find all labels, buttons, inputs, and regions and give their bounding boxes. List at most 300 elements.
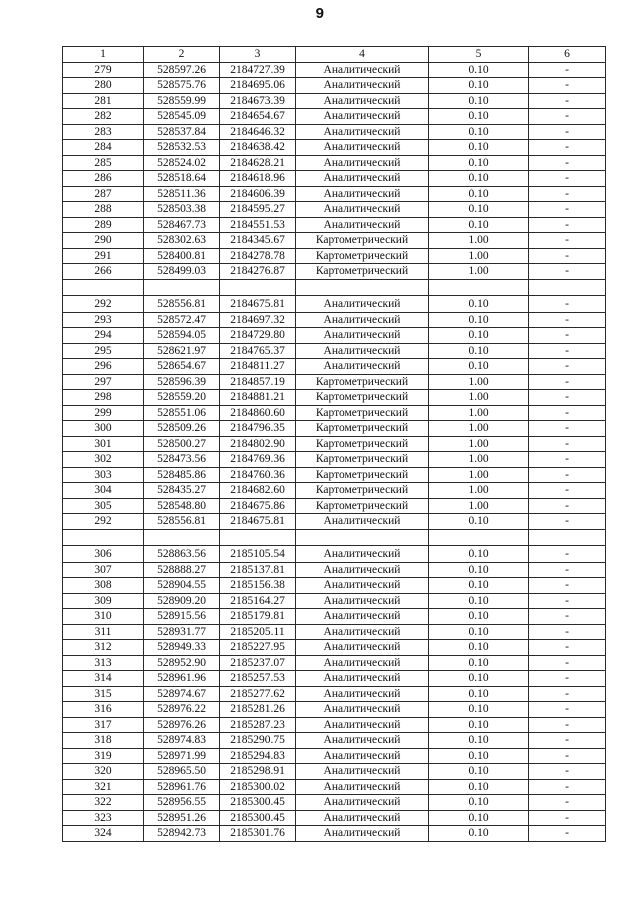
table-cell: 528956.55 bbox=[144, 795, 220, 811]
table-cell: 289 bbox=[63, 217, 144, 233]
table-row bbox=[63, 312, 606, 328]
table-cell: 528904.55 bbox=[144, 578, 220, 594]
table-cell: - bbox=[529, 264, 606, 280]
table-cell: 0.10 bbox=[429, 748, 529, 764]
table-cell: 0.10 bbox=[429, 202, 529, 218]
table-cell: 0.10 bbox=[429, 578, 529, 594]
table-cell: 0.10 bbox=[429, 764, 529, 780]
table-cell: 299 bbox=[63, 405, 144, 421]
table-cell: - bbox=[529, 155, 606, 171]
table-cell: 1.00 bbox=[429, 483, 529, 499]
empty-cell bbox=[220, 529, 296, 545]
table-cell: 0.10 bbox=[429, 593, 529, 609]
table-cell: Аналитический bbox=[296, 514, 429, 530]
table-cell: - bbox=[529, 655, 606, 671]
table-cell: 2184673.39 bbox=[220, 93, 296, 109]
table-cell: Аналитический bbox=[296, 328, 429, 344]
table-cell: - bbox=[529, 202, 606, 218]
table-cell: 1.00 bbox=[429, 248, 529, 264]
table-cell: Аналитический bbox=[296, 779, 429, 795]
table-cell: 302 bbox=[63, 452, 144, 468]
table-cell: 2184802.90 bbox=[220, 436, 296, 452]
table-cell: Аналитический bbox=[296, 717, 429, 733]
table-cell: 528556.81 bbox=[144, 295, 220, 312]
table-cell: - bbox=[529, 826, 606, 842]
table-row bbox=[63, 733, 606, 749]
table-cell: 528976.26 bbox=[144, 717, 220, 733]
table-row bbox=[63, 578, 606, 594]
table-cell: 301 bbox=[63, 436, 144, 452]
table-cell: 281 bbox=[63, 93, 144, 109]
table-cell: 283 bbox=[63, 124, 144, 140]
table-cell: - bbox=[529, 795, 606, 811]
table-cell: 528594.05 bbox=[144, 328, 220, 344]
table-cell: 0.10 bbox=[429, 140, 529, 156]
table-cell: Аналитический bbox=[296, 109, 429, 125]
table-cell: - bbox=[529, 312, 606, 328]
table-cell: 0.10 bbox=[429, 62, 529, 78]
table-cell: 0.10 bbox=[429, 171, 529, 187]
table-row bbox=[63, 467, 606, 483]
table-cell: - bbox=[529, 810, 606, 826]
table-cell: Картометрический bbox=[296, 248, 429, 264]
table-cell: 0.10 bbox=[429, 217, 529, 233]
table-cell: 1.00 bbox=[429, 436, 529, 452]
table-cell: 2184729.80 bbox=[220, 328, 296, 344]
table-cell: - bbox=[529, 343, 606, 359]
table-cell: - bbox=[529, 578, 606, 594]
table-cell: 528545.09 bbox=[144, 109, 220, 125]
table-cell: 286 bbox=[63, 171, 144, 187]
table-cell: 1.00 bbox=[429, 467, 529, 483]
table-row bbox=[63, 826, 606, 842]
table-cell: 528575.76 bbox=[144, 78, 220, 94]
table-cell: 305 bbox=[63, 498, 144, 514]
table-cell: 309 bbox=[63, 593, 144, 609]
table-row bbox=[63, 264, 606, 280]
table-cell: Аналитический bbox=[296, 578, 429, 594]
table-cell: 528597.26 bbox=[144, 62, 220, 78]
table-cell: 0.10 bbox=[429, 155, 529, 171]
table-cell: - bbox=[529, 483, 606, 499]
table-row bbox=[63, 343, 606, 359]
table-cell: 1.00 bbox=[429, 405, 529, 421]
table-cell: 307 bbox=[63, 562, 144, 578]
table-cell: 295 bbox=[63, 343, 144, 359]
table-cell: Аналитический bbox=[296, 671, 429, 687]
table-cell: 324 bbox=[63, 826, 144, 842]
table-cell: 0.10 bbox=[429, 124, 529, 140]
table-row bbox=[63, 655, 606, 671]
table-cell: 2184551.53 bbox=[220, 217, 296, 233]
column-header: 4 bbox=[296, 47, 429, 63]
table-row bbox=[63, 498, 606, 514]
table-cell: 310 bbox=[63, 609, 144, 625]
empty-cell bbox=[429, 529, 529, 545]
table-cell: 528942.73 bbox=[144, 826, 220, 842]
table-row bbox=[63, 295, 606, 312]
empty-cell bbox=[144, 279, 220, 295]
table-cell: 293 bbox=[63, 312, 144, 328]
table-cell: 0.10 bbox=[429, 562, 529, 578]
table-row bbox=[63, 233, 606, 249]
table-cell: 1.00 bbox=[429, 390, 529, 406]
table-cell: 528503.38 bbox=[144, 202, 220, 218]
table-cell: Аналитический bbox=[296, 562, 429, 578]
table-cell: 323 bbox=[63, 810, 144, 826]
table-row bbox=[63, 702, 606, 718]
table-cell: 2185137.81 bbox=[220, 562, 296, 578]
table-cell: 0.10 bbox=[429, 328, 529, 344]
table-cell: Аналитический bbox=[296, 78, 429, 94]
table-cell: 315 bbox=[63, 686, 144, 702]
table-cell: 2185300.45 bbox=[220, 795, 296, 811]
table-cell: 282 bbox=[63, 109, 144, 125]
table-cell: 528532.53 bbox=[144, 140, 220, 156]
table-row bbox=[63, 328, 606, 344]
table-cell: 2184760.36 bbox=[220, 467, 296, 483]
table-cell: - bbox=[529, 514, 606, 530]
table-cell: - bbox=[529, 764, 606, 780]
table-cell: Картометрический bbox=[296, 233, 429, 249]
table-cell: 0.10 bbox=[429, 795, 529, 811]
table-cell: 2184628.21 bbox=[220, 155, 296, 171]
table-cell: 2184276.87 bbox=[220, 264, 296, 280]
table-row bbox=[63, 779, 606, 795]
table-cell: 528915.56 bbox=[144, 609, 220, 625]
table-cell: 2185257.53 bbox=[220, 671, 296, 687]
table-cell: - bbox=[529, 624, 606, 640]
table-cell: 2184278.78 bbox=[220, 248, 296, 264]
table-cell: 2185300.45 bbox=[220, 810, 296, 826]
table-cell: 0.10 bbox=[429, 810, 529, 826]
table-cell: 528467.73 bbox=[144, 217, 220, 233]
table-cell: 2184857.19 bbox=[220, 374, 296, 390]
table-cell: 528888.27 bbox=[144, 562, 220, 578]
table-cell: Картометрический bbox=[296, 390, 429, 406]
table-cell: 0.10 bbox=[429, 655, 529, 671]
empty-cell bbox=[296, 279, 429, 295]
table-row bbox=[63, 78, 606, 94]
table-cell: Аналитический bbox=[296, 62, 429, 78]
table-cell: 2184796.35 bbox=[220, 421, 296, 437]
table-cell: Аналитический bbox=[296, 312, 429, 328]
table-cell: 2184727.39 bbox=[220, 62, 296, 78]
table-cell: 0.10 bbox=[429, 186, 529, 202]
table-row bbox=[63, 436, 606, 452]
table-cell: 2184654.67 bbox=[220, 109, 296, 125]
column-header: 6 bbox=[529, 47, 606, 63]
table-cell: 312 bbox=[63, 640, 144, 656]
table-cell: - bbox=[529, 62, 606, 78]
table-cell: 528509.26 bbox=[144, 421, 220, 437]
table-row bbox=[63, 202, 606, 218]
table-cell: 291 bbox=[63, 248, 144, 264]
table-cell: 2185205.11 bbox=[220, 624, 296, 640]
table-cell: 280 bbox=[63, 78, 144, 94]
table-cell: 285 bbox=[63, 155, 144, 171]
table-cell: Картометрический bbox=[296, 374, 429, 390]
table-row bbox=[63, 562, 606, 578]
table-cell: Аналитический bbox=[296, 686, 429, 702]
table-cell: - bbox=[529, 640, 606, 656]
table-cell: 528548.80 bbox=[144, 498, 220, 514]
table-cell: 1.00 bbox=[429, 264, 529, 280]
table-cell: 2184769.36 bbox=[220, 452, 296, 468]
table-cell: 266 bbox=[63, 264, 144, 280]
table-cell: 2185227.95 bbox=[220, 640, 296, 656]
table-cell: 528500.27 bbox=[144, 436, 220, 452]
table-cell: 1.00 bbox=[429, 374, 529, 390]
table-cell: 304 bbox=[63, 483, 144, 499]
table-cell: - bbox=[529, 140, 606, 156]
table-row bbox=[63, 810, 606, 826]
empty-cell bbox=[529, 279, 606, 295]
table-cell: - bbox=[529, 779, 606, 795]
table-cell: Аналитический bbox=[296, 593, 429, 609]
table-cell: 290 bbox=[63, 233, 144, 249]
table-cell: 0.10 bbox=[429, 686, 529, 702]
table-cell: - bbox=[529, 374, 606, 390]
table-cell: Картометрический bbox=[296, 452, 429, 468]
table-row bbox=[63, 374, 606, 390]
table-cell: - bbox=[529, 671, 606, 687]
table-cell: Аналитический bbox=[296, 545, 429, 562]
table-cell: 2184765.37 bbox=[220, 343, 296, 359]
table-cell: Картометрический bbox=[296, 483, 429, 499]
table-cell: - bbox=[529, 171, 606, 187]
table-cell: Аналитический bbox=[296, 795, 429, 811]
table-cell: 0.10 bbox=[429, 733, 529, 749]
table-row bbox=[63, 686, 606, 702]
table-row bbox=[63, 764, 606, 780]
table-cell: 303 bbox=[63, 467, 144, 483]
table-row bbox=[63, 593, 606, 609]
table-cell: 296 bbox=[63, 359, 144, 375]
table-cell: - bbox=[529, 609, 606, 625]
table-row bbox=[63, 248, 606, 264]
table-cell: - bbox=[529, 562, 606, 578]
empty-cell bbox=[63, 279, 144, 295]
table-cell: 292 bbox=[63, 514, 144, 530]
table-cell: Аналитический bbox=[296, 826, 429, 842]
table-cell: 317 bbox=[63, 717, 144, 733]
table-cell: Аналитический bbox=[296, 810, 429, 826]
table-cell: Аналитический bbox=[296, 640, 429, 656]
table-row bbox=[63, 795, 606, 811]
table-cell: 2184606.39 bbox=[220, 186, 296, 202]
table-cell: Аналитический bbox=[296, 624, 429, 640]
table-cell: - bbox=[529, 124, 606, 140]
table-row bbox=[63, 671, 606, 687]
table-cell: 2184618.96 bbox=[220, 171, 296, 187]
table-row bbox=[63, 452, 606, 468]
table-body bbox=[63, 62, 606, 841]
table-cell: 284 bbox=[63, 140, 144, 156]
table-cell: 0.10 bbox=[429, 545, 529, 562]
table-cell: 528302.63 bbox=[144, 233, 220, 249]
table-row bbox=[63, 609, 606, 625]
table-cell: 0.10 bbox=[429, 624, 529, 640]
table-header-row bbox=[63, 47, 606, 63]
table-cell: - bbox=[529, 78, 606, 94]
table-cell: 0.10 bbox=[429, 359, 529, 375]
table-row bbox=[63, 186, 606, 202]
table-cell: Аналитический bbox=[296, 124, 429, 140]
table-cell: - bbox=[529, 405, 606, 421]
table-row bbox=[63, 624, 606, 640]
table-cell: 2185301.76 bbox=[220, 826, 296, 842]
table-cell: 528473.56 bbox=[144, 452, 220, 468]
table-cell: Картометрический bbox=[296, 467, 429, 483]
table-cell: 318 bbox=[63, 733, 144, 749]
table-cell: 528556.81 bbox=[144, 514, 220, 530]
table-cell: 0.10 bbox=[429, 295, 529, 312]
table-cell: 528537.84 bbox=[144, 124, 220, 140]
table-cell: Аналитический bbox=[296, 764, 429, 780]
table-cell: 0.10 bbox=[429, 609, 529, 625]
table-cell: 2184675.81 bbox=[220, 295, 296, 312]
table-cell: 308 bbox=[63, 578, 144, 594]
table-cell: 288 bbox=[63, 202, 144, 218]
table-cell: 528499.03 bbox=[144, 264, 220, 280]
table-row bbox=[63, 359, 606, 375]
table-cell: Аналитический bbox=[296, 609, 429, 625]
table-cell: 528596.39 bbox=[144, 374, 220, 390]
table-cell: 2184675.86 bbox=[220, 498, 296, 514]
table-cell: Картометрический bbox=[296, 405, 429, 421]
table-cell: 528961.96 bbox=[144, 671, 220, 687]
table-cell: 2184646.32 bbox=[220, 124, 296, 140]
table-row bbox=[63, 514, 606, 530]
table-cell: 528559.99 bbox=[144, 93, 220, 109]
table-cell: 2185300.02 bbox=[220, 779, 296, 795]
table-cell: 297 bbox=[63, 374, 144, 390]
table-cell: Аналитический bbox=[296, 93, 429, 109]
table-cell: - bbox=[529, 217, 606, 233]
table-cell: - bbox=[529, 93, 606, 109]
table-cell: - bbox=[529, 748, 606, 764]
table-cell: Картометрический bbox=[296, 436, 429, 452]
table-cell: 528965.50 bbox=[144, 764, 220, 780]
table-cell: 298 bbox=[63, 390, 144, 406]
table-row bbox=[63, 717, 606, 733]
group-separator-row bbox=[63, 279, 606, 295]
table-cell: Аналитический bbox=[296, 140, 429, 156]
table-cell: 528961.76 bbox=[144, 779, 220, 795]
empty-cell bbox=[429, 279, 529, 295]
table-cell: 319 bbox=[63, 748, 144, 764]
table-cell: - bbox=[529, 545, 606, 562]
table-cell: - bbox=[529, 467, 606, 483]
table-cell: 0.10 bbox=[429, 717, 529, 733]
column-header: 5 bbox=[429, 47, 529, 63]
empty-cell bbox=[296, 529, 429, 545]
table-cell: 528400.81 bbox=[144, 248, 220, 264]
table-cell: Аналитический bbox=[296, 171, 429, 187]
table-cell: 528551.06 bbox=[144, 405, 220, 421]
table-cell: 2184638.42 bbox=[220, 140, 296, 156]
table-cell: 0.10 bbox=[429, 702, 529, 718]
table-cell: - bbox=[529, 686, 606, 702]
table-cell: 528952.90 bbox=[144, 655, 220, 671]
table-cell: 528949.33 bbox=[144, 640, 220, 656]
table-cell: Картометрический bbox=[296, 421, 429, 437]
table-cell: - bbox=[529, 702, 606, 718]
table-cell: 528951.26 bbox=[144, 810, 220, 826]
table-cell: 2184345.67 bbox=[220, 233, 296, 249]
table-cell: - bbox=[529, 452, 606, 468]
table-cell: 322 bbox=[63, 795, 144, 811]
table-cell: Аналитический bbox=[296, 217, 429, 233]
table-cell: 2185281.26 bbox=[220, 702, 296, 718]
table-cell: 2185294.83 bbox=[220, 748, 296, 764]
table-row bbox=[63, 62, 606, 78]
table-cell: 528485.86 bbox=[144, 467, 220, 483]
table-cell: Картометрический bbox=[296, 264, 429, 280]
table-cell: 2185156.38 bbox=[220, 578, 296, 594]
table-cell: 2184811.27 bbox=[220, 359, 296, 375]
table-cell: Аналитический bbox=[296, 186, 429, 202]
table-cell: - bbox=[529, 390, 606, 406]
table-cell: - bbox=[529, 233, 606, 249]
empty-cell bbox=[63, 529, 144, 545]
page-number: 9 bbox=[315, 5, 325, 22]
empty-cell bbox=[529, 529, 606, 545]
table-row bbox=[63, 748, 606, 764]
table-cell: Аналитический bbox=[296, 655, 429, 671]
table-cell: Картометрический bbox=[296, 498, 429, 514]
table-cell: 528654.67 bbox=[144, 359, 220, 375]
table-cell: 2185179.81 bbox=[220, 609, 296, 625]
table-cell: 316 bbox=[63, 702, 144, 718]
table-cell: 0.10 bbox=[429, 312, 529, 328]
table-cell: 1.00 bbox=[429, 421, 529, 437]
table-cell: 314 bbox=[63, 671, 144, 687]
table-cell: - bbox=[529, 717, 606, 733]
table-cell: 0.10 bbox=[429, 78, 529, 94]
table-cell: 1.00 bbox=[429, 452, 529, 468]
table-cell: 528621.97 bbox=[144, 343, 220, 359]
table-row bbox=[63, 171, 606, 187]
table-cell: 320 bbox=[63, 764, 144, 780]
column-header: 2 bbox=[144, 47, 220, 63]
table-cell: 0.10 bbox=[429, 514, 529, 530]
table-row bbox=[63, 140, 606, 156]
table-cell: 279 bbox=[63, 62, 144, 78]
table-cell: 0.10 bbox=[429, 109, 529, 125]
table-row bbox=[63, 483, 606, 499]
table-cell: 2185105.54 bbox=[220, 545, 296, 562]
table-cell: 528931.77 bbox=[144, 624, 220, 640]
table-cell: - bbox=[529, 109, 606, 125]
table-cell: 1.00 bbox=[429, 498, 529, 514]
group-separator-row bbox=[63, 529, 606, 545]
table-cell: 0.10 bbox=[429, 640, 529, 656]
table-cell: 528559.20 bbox=[144, 390, 220, 406]
table-cell: 528976.22 bbox=[144, 702, 220, 718]
table-cell: 528518.64 bbox=[144, 171, 220, 187]
table-row bbox=[63, 217, 606, 233]
empty-cell bbox=[220, 279, 296, 295]
column-header: 1 bbox=[63, 47, 144, 63]
column-header: 3 bbox=[220, 47, 296, 63]
table-cell: 528974.67 bbox=[144, 686, 220, 702]
table-cell: 528524.02 bbox=[144, 155, 220, 171]
table-cell: 528435.27 bbox=[144, 483, 220, 499]
table-row bbox=[63, 405, 606, 421]
coordinates-table bbox=[62, 46, 606, 842]
